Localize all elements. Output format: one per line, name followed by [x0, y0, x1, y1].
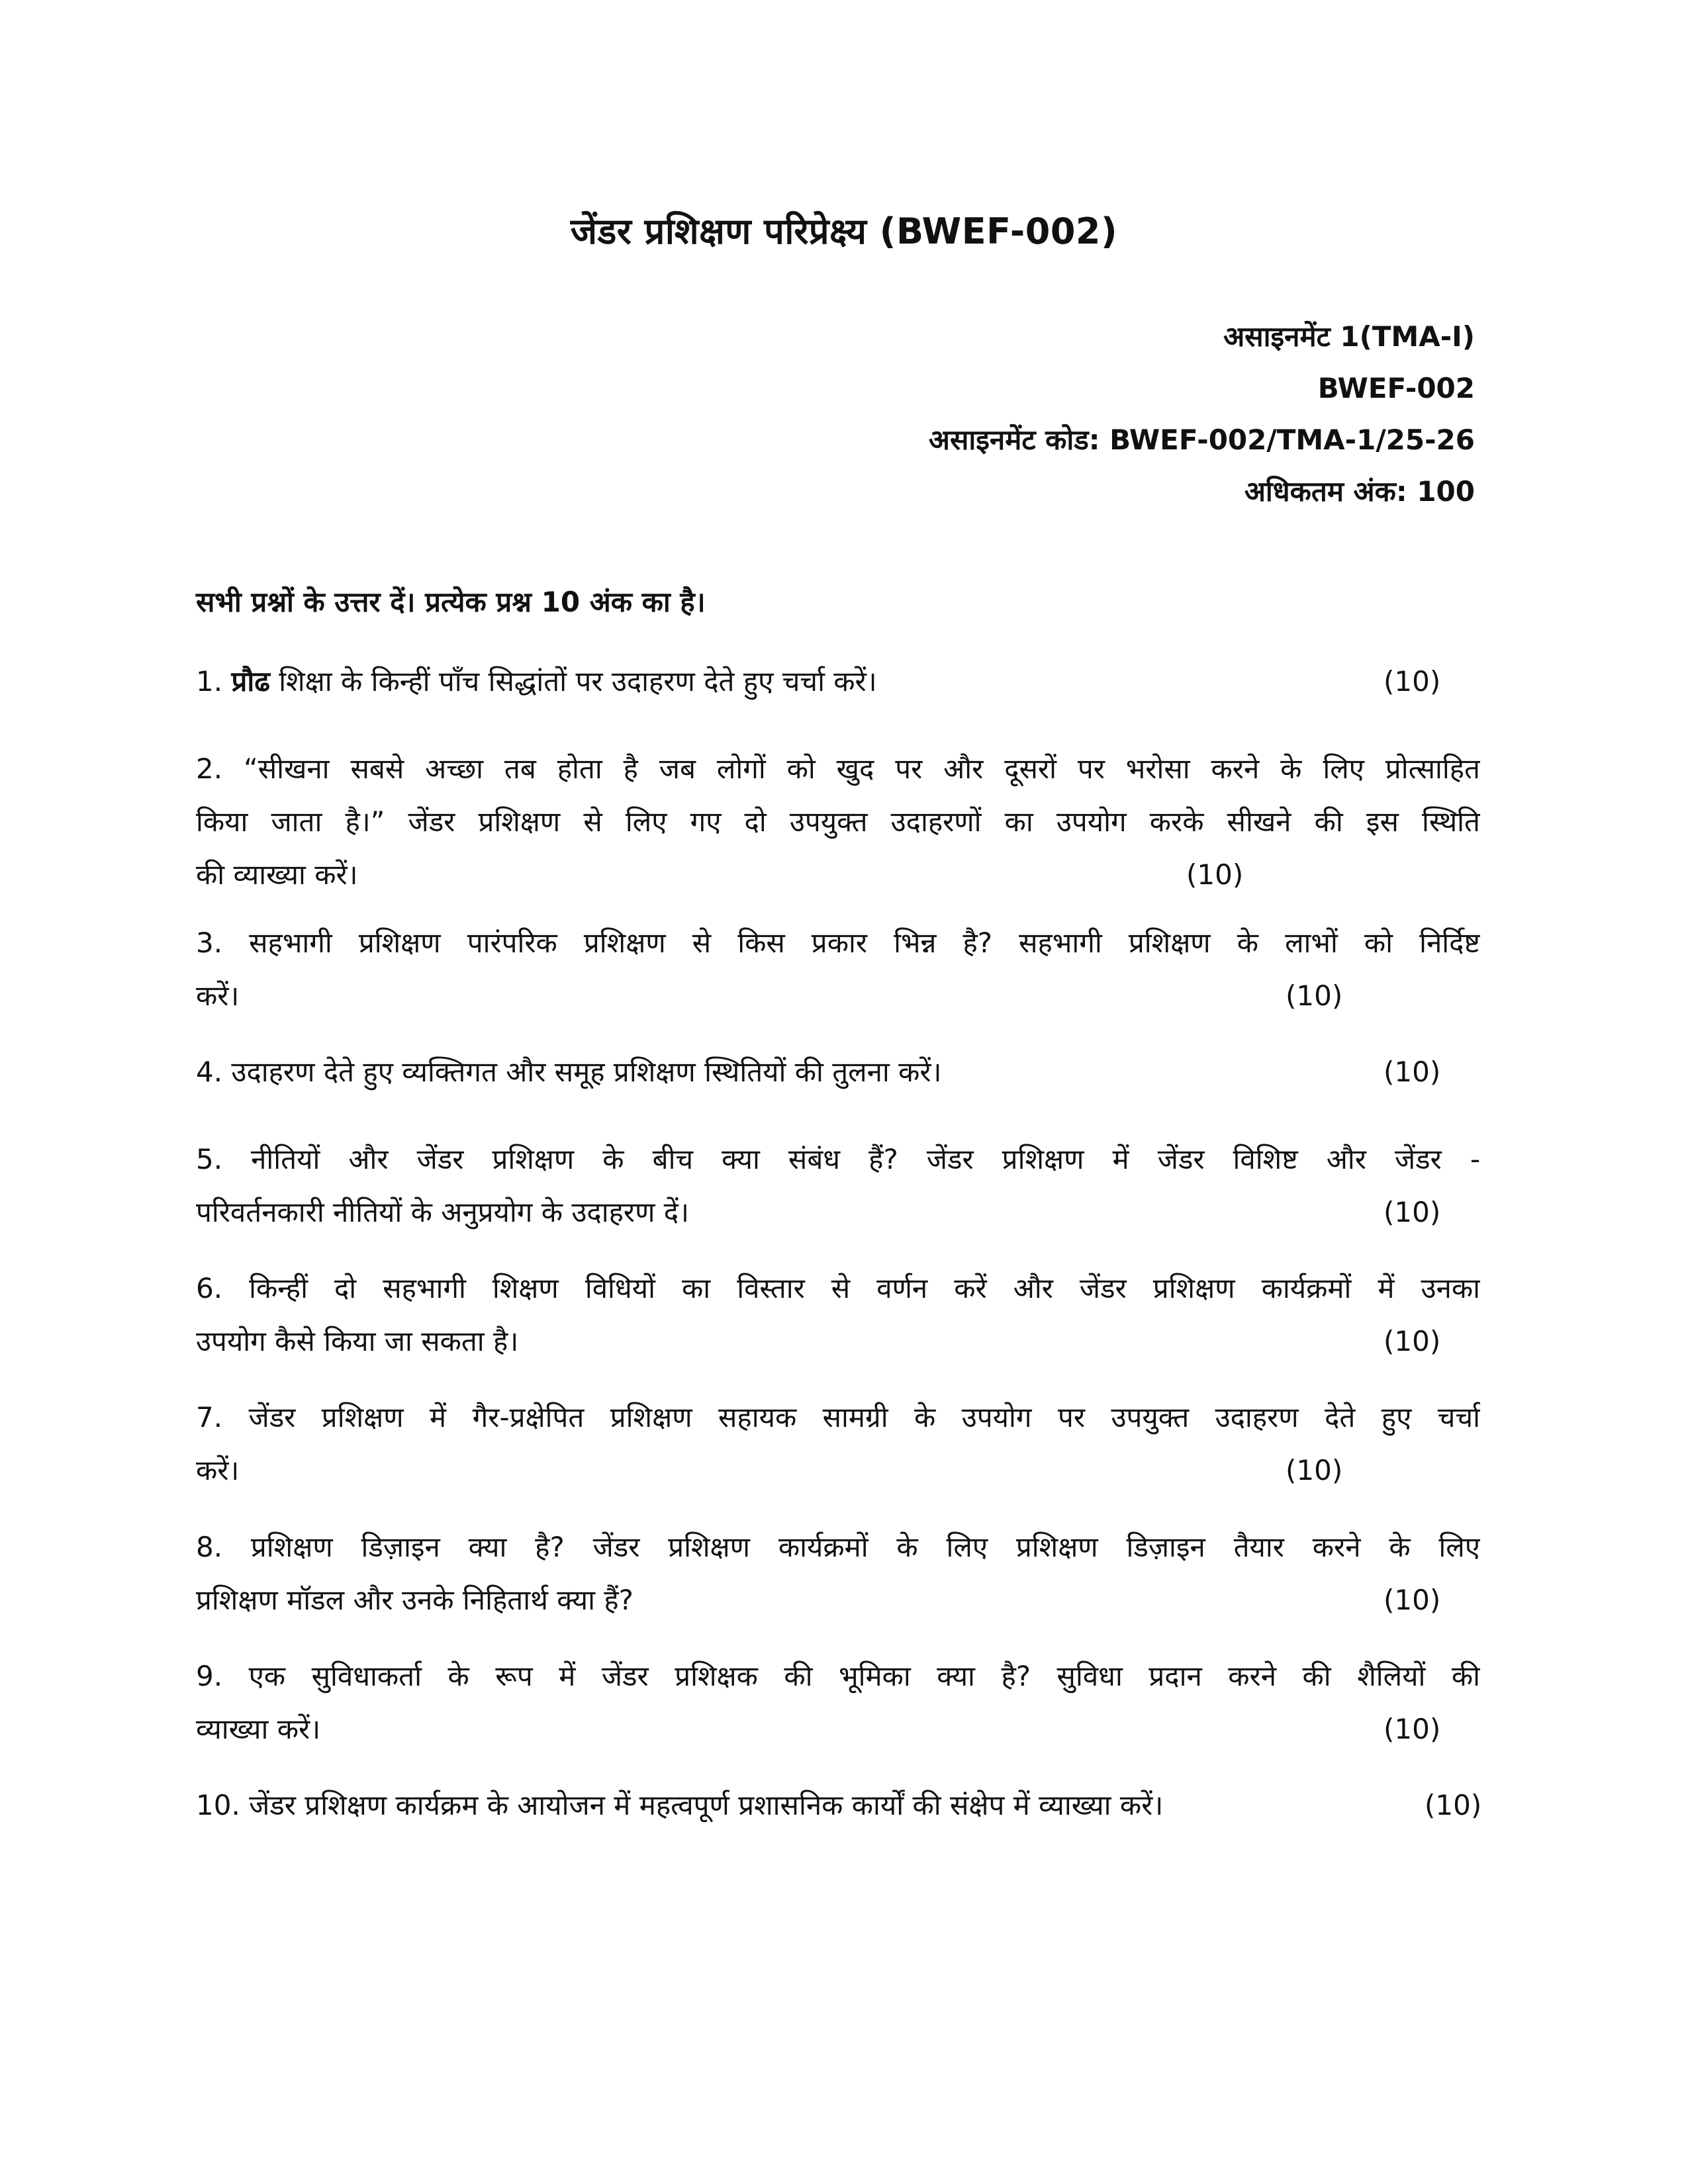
question-text-line: व्याख्या करें।: [196, 1713, 321, 1745]
question-text: शिक्षा के किन्हीं पाँच सिद्धांतों पर उदाहरण देते हुए चर्चा करें।: [279, 665, 877, 698]
max-marks: अधिकतम अंक: 100: [1244, 475, 1475, 508]
question-1: [196, 655, 1480, 708]
question-marks: (10): [1383, 1196, 1441, 1228]
assignment-meta: [929, 311, 1475, 518]
course-code: BWEF-002: [1317, 372, 1475, 404]
question-bold-term: प्रौढ: [231, 665, 270, 698]
question-8: [196, 1521, 1480, 1627]
question-text-line: 2. “सीखना सबसे अच्छा तब होता है जब लोगों को खुद पर और दूसरों पर भरोसा करने के लिए प्रोत्साहित: [196, 752, 1480, 785]
question-text-line: की व्याख्या करें।: [196, 858, 358, 891]
question-text: 4. उदाहरण देते हुए व्यक्तिगत और समूह प्रशिक्षण स्थितियों की तुलना करें।: [196, 1056, 942, 1088]
question-text-line: 7. जेंडर प्रशिक्षण में गैर-प्रक्षेपित प्रशिक्षण सहायक सामग्री के उपयोग पर उपयुक्त उदाहरण देते हुए चर्चा: [196, 1401, 1480, 1433]
question-text-line: करें।: [196, 1454, 240, 1486]
question-9: [196, 1650, 1480, 1756]
question-text-line: 5. नीतियों और जेंडर प्रशिक्षण के बीच क्या संबंध हैं? जेंडर प्रशिक्षण में जेंडर विशिष्ट और जेंडर -: [196, 1143, 1480, 1175]
question-marks: (10): [1383, 1056, 1441, 1088]
question-text-line: करें।: [196, 979, 240, 1012]
question-marks: (10): [1383, 665, 1441, 698]
question-5: [196, 1133, 1480, 1239]
question-4: [196, 1046, 1480, 1099]
question-text-line: 6. किन्हीं दो सहभागी शिक्षण विधियों का विस्तार से वर्णन करें और जेंडर प्रशिक्षण कार्यक्रमों में उनका: [196, 1272, 1480, 1304]
question-marks: (10): [1383, 1325, 1441, 1357]
question-text-line: प्रशिक्षण मॉडल और उनके निहितार्थ क्या हैं?: [196, 1584, 633, 1616]
question-text-line: परिवर्तनकारी नीतियों के अनुप्रयोग के उदाहरण दें।: [196, 1196, 690, 1228]
question-marks: (10): [1286, 979, 1343, 1012]
question-7: [196, 1391, 1480, 1497]
question-text-line: उपयोग कैसे किया जा सकता है।: [196, 1325, 519, 1357]
question-text-line: किया जाता है।” जेंडर प्रशिक्षण से लिए गए दो उपयुक्त उदाहरणों का उपयोग करके सीखने की इस स्थिति: [196, 805, 1480, 838]
question-marks: (10): [1383, 1584, 1441, 1616]
document-title: जेंडर प्रशिक्षण परिप्रेक्ष्य (BWEF-002): [570, 210, 1118, 252]
assignment-number: असाइनमेंट 1(TMA-I): [1223, 320, 1475, 353]
question-text-line: 8. प्रशिक्षण डिज़ाइन क्या है? जेंडर प्रशिक्षण कार्यक्रमों के लिए प्रशिक्षण डिज़ाइन तैयार करने के लिए: [196, 1531, 1480, 1563]
question-6: [196, 1262, 1480, 1368]
question-marks: (10): [1286, 1454, 1343, 1486]
question-text: 10. जेंडर प्रशिक्षण कार्यक्रम के आयोजन में महत्वपूर्ण प्रशासनिक कार्यों की संक्षेप में व्याख्या करें।: [196, 1789, 1164, 1821]
question-marks: (10): [1425, 1789, 1482, 1821]
question-number: 1.: [196, 665, 223, 698]
instruction-text: सभी प्रश्नों के उत्तर दें। प्रत्येक प्रश्न 10 अंक का है।: [196, 586, 706, 618]
question-2: [196, 743, 1480, 901]
question-3: [196, 917, 1480, 1023]
question-text-line: 9. एक सुविधाकर्ता के रूप में जेंडर प्रशिक्षक की भूमिका क्या है? सुविधा प्रदान करने की शैलियों की: [196, 1660, 1480, 1692]
assignment-code: असाइनमेंट कोड: BWEF-002/TMA-1/25-26: [928, 424, 1475, 456]
question-marks: (10): [1186, 858, 1244, 891]
question-10: [196, 1779, 1480, 1832]
question-marks: (10): [1383, 1713, 1441, 1745]
question-text-line: 3. सहभागी प्रशिक्षण पारंपरिक प्रशिक्षण से किस प्रकार भिन्न है? सहभागी प्रशिक्षण के लाभों को निर्दिष्ट: [196, 927, 1480, 959]
